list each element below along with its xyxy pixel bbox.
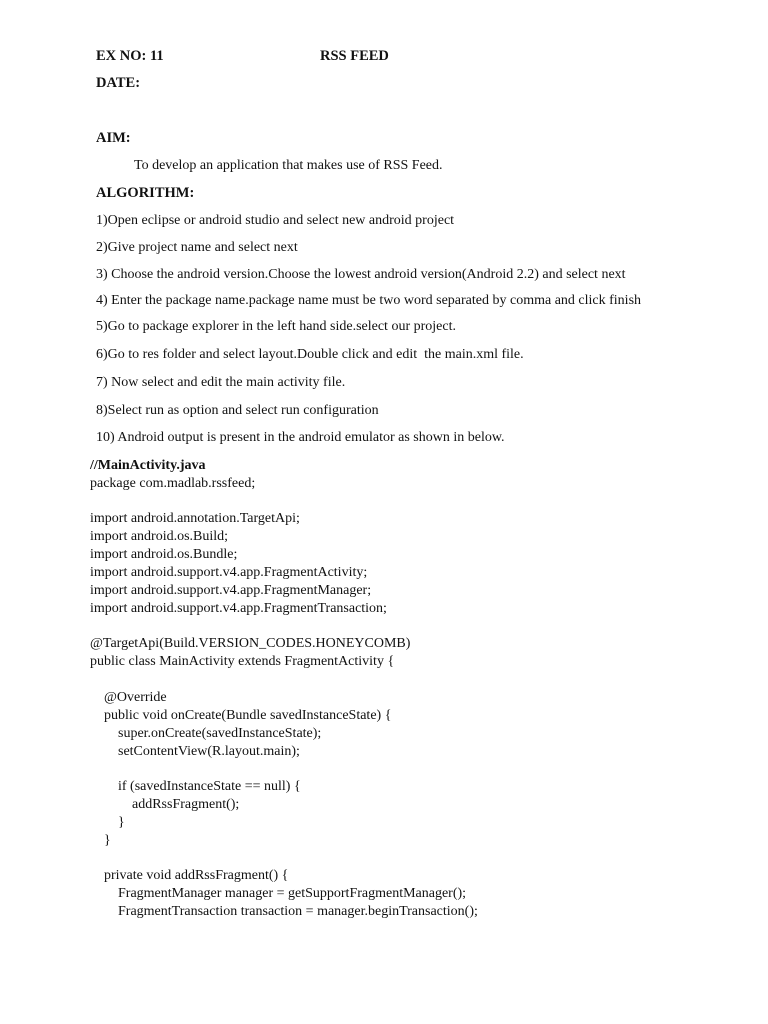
algorithm-step: 5)Go to package explorer in the left hand side.select our project.: [96, 319, 456, 334]
code-line: import android.annotation.TargetApi;: [90, 511, 300, 526]
algorithm-step: 4) Enter the package name.package name must be two word separated by comma and click finish: [96, 293, 642, 308]
code-line: addRssFragment();: [90, 797, 240, 812]
code-filename: //MainActivity.java: [90, 458, 206, 473]
code-line: import android.support.v4.app.FragmentTransaction;: [90, 601, 387, 616]
code-line: import android.os.Bundle;: [90, 547, 238, 562]
code-line: public void onCreate(Bundle savedInstanceState) {: [90, 708, 392, 723]
code-line: if (savedInstanceState == null) {: [90, 779, 301, 794]
aim-text: To develop an application that makes use of RSS Feed.: [134, 158, 443, 173]
algorithm-step: 2)Give project name and select next: [96, 240, 298, 255]
code-line: FragmentManager manager = getSupportFragmentManager();: [90, 886, 467, 901]
algorithm-step: 10) Android output is present in the android emulator as shown in below.: [96, 430, 505, 445]
code-line: private void addRssFragment() {: [90, 868, 289, 883]
aim-heading: AIM:: [96, 130, 131, 146]
algorithm-step: 8)Select run as option and select run configuration: [96, 403, 379, 418]
code-line: }: [90, 815, 125, 830]
algorithm-step: 7) Now select and edit the main activity file.: [96, 375, 346, 390]
code-line: super.onCreate(savedInstanceState);: [90, 726, 322, 741]
code-line: @Override: [90, 690, 167, 705]
code-line: package com.madlab.rssfeed;: [90, 476, 256, 491]
code-line: public class MainActivity extends FragmentActivity {: [90, 654, 395, 669]
code-line: @TargetApi(Build.VERSION_CODES.HONEYCOMB): [90, 636, 411, 651]
code-line: import android.support.v4.app.FragmentManager;: [90, 583, 372, 598]
algorithm-step: 6)Go to res folder and select layout.Double click and edit the main.xml file.: [96, 347, 524, 362]
code-line: setContentView(R.layout.main);: [90, 744, 300, 759]
algorithm-heading: ALGORITHM:: [96, 185, 195, 201]
code-line: }: [90, 833, 111, 848]
code-line: import android.os.Build;: [90, 529, 229, 544]
code-line: import android.support.v4.app.FragmentActivity;: [90, 565, 368, 580]
algorithm-step: 3) Choose the android version.Choose the lowest android version(Android 2.2) and select next: [96, 267, 626, 282]
algorithm-step: 1)Open eclipse or android studio and select new android project: [96, 213, 455, 228]
exercise-number: EX NO: 11: [96, 48, 164, 64]
code-line: FragmentTransaction transaction = manager.beginTransaction();: [90, 904, 478, 919]
date-label: DATE:: [96, 75, 141, 91]
document-title: RSS FEED: [320, 48, 389, 64]
